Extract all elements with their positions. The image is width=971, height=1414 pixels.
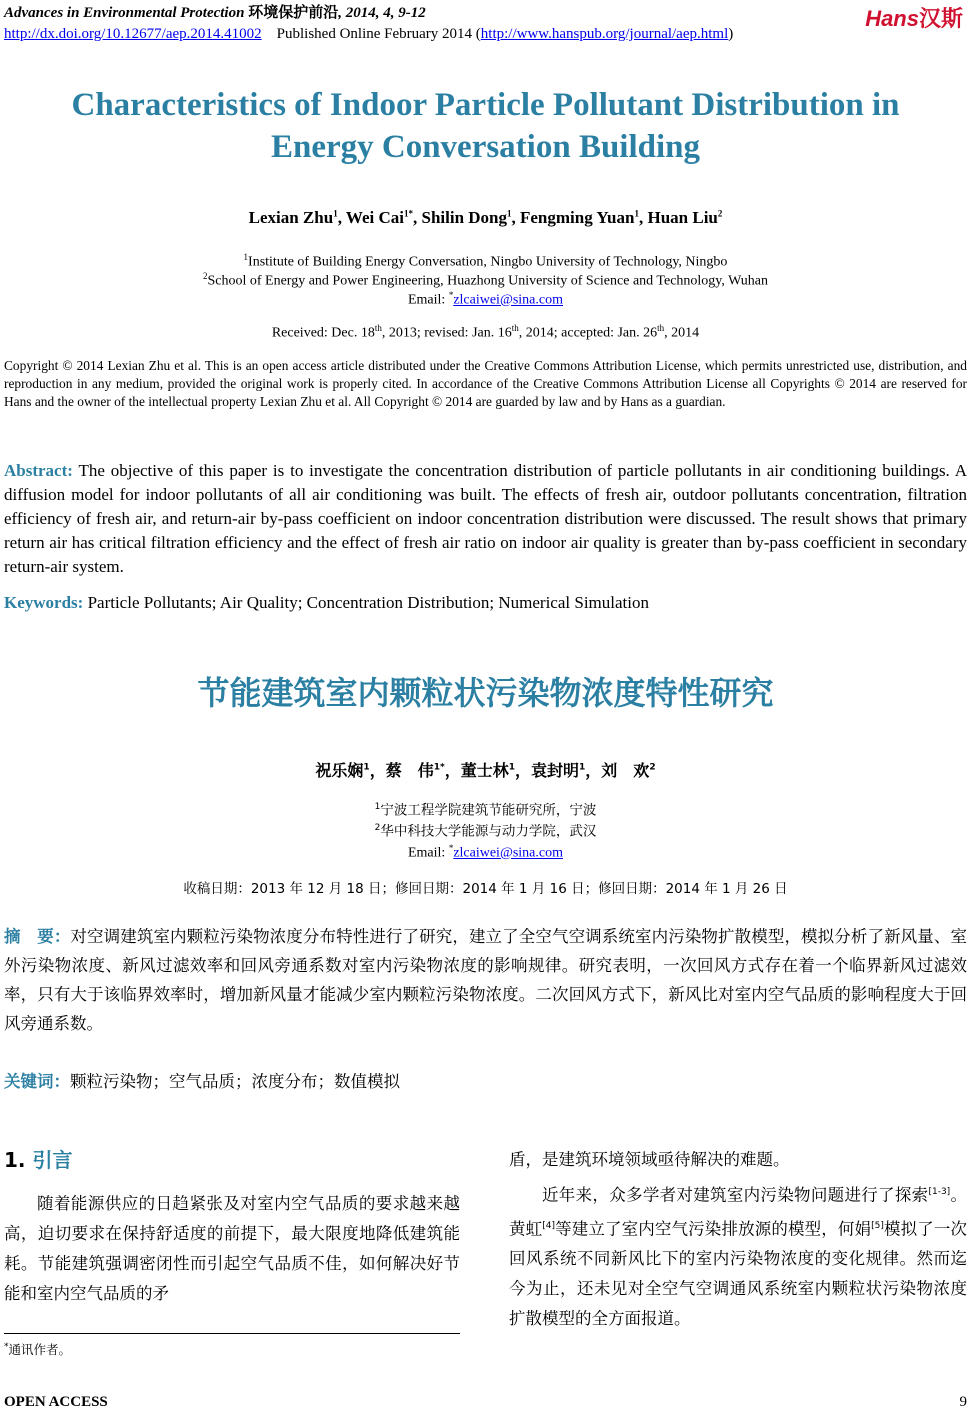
keywords-cn-text: 颗粒污染物；空气品质；浓度分布；数值模拟 bbox=[70, 1072, 400, 1091]
email-label: Email: bbox=[407, 845, 449, 861]
received-dates-en bbox=[0, 323, 971, 342]
paper-title-en: Characteristics of Indoor Particle Pollutant Distribution in Energy Conversation Building bbox=[71, 87, 900, 165]
journal-line bbox=[4, 2, 967, 24]
email-label: Email: bbox=[407, 292, 449, 308]
publisher-logo bbox=[865, 2, 963, 33]
author-sup: 1 bbox=[634, 208, 639, 219]
citation: [4] bbox=[542, 1220, 556, 1231]
citation: [5] bbox=[871, 1220, 884, 1231]
para-text: 近年来，众多学者对建筑室内污染物问题进行了探索 bbox=[542, 1185, 929, 1205]
section-title: 引言 bbox=[32, 1148, 73, 1172]
intro-continuation: 盾，是建筑环境领域亟待解决的难题。 bbox=[509, 1150, 790, 1169]
affil-text: 宁波工程学院建筑节能研究所，宁波 bbox=[380, 802, 597, 819]
author-cn: 袁封明 bbox=[531, 761, 580, 780]
logo-en: Hans bbox=[865, 6, 919, 31]
author: Shilin Dong bbox=[421, 208, 507, 227]
author-sup: 1 bbox=[579, 762, 586, 773]
authors-en bbox=[0, 208, 971, 228]
author: Huan Liu bbox=[647, 208, 718, 227]
author-sep: , bbox=[511, 208, 520, 227]
received-dates-cn: 收稿日期：2013 年 12 月 18 日；修回日期：2014 年 1 月 16 日；修回日期：2014 年 1 月 26 日 bbox=[183, 881, 788, 897]
footnote-rule bbox=[4, 1333, 460, 1334]
author-cn: 刘 欢 bbox=[601, 761, 650, 780]
author-sep: ， bbox=[369, 761, 386, 780]
footnote bbox=[4, 1340, 71, 1358]
abstract-cn bbox=[4, 922, 967, 1038]
email-line-en bbox=[0, 286, 971, 310]
abstract-cn-label: 摘 要： bbox=[4, 927, 71, 946]
affil-text: 华中科技大学能源与动力学院，武汉 bbox=[380, 823, 597, 840]
journal-name-en: Advances in Environmental Protection bbox=[4, 5, 245, 21]
journal-name-cn: 环境保护前沿 bbox=[248, 5, 339, 21]
page-number: 9 bbox=[959, 1394, 967, 1410]
author-sup: 2 bbox=[649, 762, 656, 773]
author-sup: 1 bbox=[507, 208, 512, 219]
affil-text: Institute of Building Energy Conversation, Ningbo University of Technology, Ningbo bbox=[248, 254, 728, 270]
ordinal-sup: th bbox=[374, 323, 382, 333]
author-sep: ， bbox=[514, 761, 531, 780]
journal-link[interactable]: http://www.hanspub.org/journal/aep.html bbox=[480, 26, 729, 42]
author-sep: , bbox=[412, 208, 422, 227]
affil-text: School of Energy and Power Engineering, Huazhong University of Science and Technology, Wuhan bbox=[207, 273, 769, 289]
abstract-text: The objective of this paper is to investigate the concentration distribution of particle pollutants in air conditioning buildings. A diffusion model for indoor pollutants of all air conditioning was built. The effects of fresh air, outdoor pollutants concentration, filtration efficiency of fresh air, and return-air by-pass coefficient on indoor concentration distribution were discussed. The result shows that primary return air has critical filtration efficiency and the effect of fresh air ratio on indoor air quality is greater than by-pass coefficient in secondary return-air system. bbox=[4, 461, 967, 576]
footnote-text: 通讯作者。 bbox=[8, 1342, 72, 1357]
author-sep: , bbox=[337, 208, 346, 227]
revised-text: , 2013; revised: Jan. 16 bbox=[381, 325, 512, 341]
running-header bbox=[4, 2, 967, 44]
author-sup: 1* bbox=[433, 762, 445, 773]
doi-line bbox=[4, 24, 967, 44]
ordinal-sup: th bbox=[657, 323, 665, 333]
accepted-text: , 2014; accepted: Jan. 26 bbox=[518, 325, 658, 341]
author-sep: ， bbox=[444, 761, 461, 780]
author-sup: 2 bbox=[717, 208, 723, 219]
paper-title-cn: 节能建筑室内颗粒状污染物浓度特性研究 bbox=[197, 674, 774, 712]
abstract-en bbox=[4, 459, 967, 579]
author-sup: 1 bbox=[333, 208, 338, 219]
author-sup: 1* bbox=[403, 208, 413, 219]
email-line-cn bbox=[0, 839, 971, 863]
abstract-cn-text: 对空调建筑室内颗粒污染物浓度分布特性进行了研究，建立了全空气空调系统室内污染物扩散模型，模拟分析了新风量、室外污染物浓度、新风过滤效率和回风旁通系数对室内污染物浓度的影响规律。研究表明，一次回风方式存在着一个临界新风过滤效率，只有大于该临界效率时，增加新风量才能减少室内颗粒污染物浓度。二次回风方式下，新风比对室内空气品质的影响程度大于回风旁通系数。 bbox=[4, 927, 968, 1033]
author-sup: 1 bbox=[508, 762, 515, 773]
authors-cn bbox=[0, 758, 971, 781]
author-cn: 蔡 伟 bbox=[385, 761, 434, 780]
open-access-label: OPEN ACCESS bbox=[4, 1394, 108, 1410]
logo-cn: 汉斯 bbox=[918, 6, 963, 31]
email-sup: * bbox=[448, 290, 454, 300]
ordinal-sup: th bbox=[511, 323, 519, 333]
affil-sup: 2 bbox=[374, 823, 381, 833]
para-text: 模拟了一次回风系统不同新风比下的室内污染物浓度的变化规律。然而迄今为止，还未见对全空气空调通风系统室内颗粒状污染物浓度扩散模型的全方面报道。 bbox=[509, 1219, 968, 1328]
citation: [1-3] bbox=[928, 1187, 951, 1197]
section-heading bbox=[4, 1145, 460, 1175]
affil-sup: 1 bbox=[243, 252, 249, 262]
received-text: Received: Dec. 18 bbox=[271, 325, 375, 341]
email-link[interactable]: zlcaiwei@sina.com bbox=[453, 292, 563, 308]
intro-paragraph-2 bbox=[509, 1177, 967, 1334]
author: Fengming Yuan bbox=[520, 208, 635, 227]
published-text: Published Online February 2014 ( bbox=[276, 26, 481, 42]
intro-paragraph-1: 随着能源供应的日趋紧张及对室内空气品质的要求越来越高，迫切要求在保持舒适度的前提下，最大限度地降低建筑能耗。节能建筑强调密闭性而引起空气品质不佳，如何解决好节能和室内空气品质的矛 bbox=[4, 1194, 460, 1303]
published-close: ) bbox=[728, 26, 734, 42]
author-sep: , bbox=[638, 208, 648, 227]
para-text: 。黄虹 bbox=[509, 1185, 968, 1238]
body-right-column bbox=[509, 1145, 967, 1334]
affil-sup: 1 bbox=[374, 802, 381, 812]
copyright-notice: Copyright © 2014 Lexian Zhu et al. This is an open access article distributed under the Creative Commons Attribution License, which permits unrestricted use, distribution, and reproduction in any medium, provided the original work is properly cited. In accordance of the Creative Commons Attribution License all Copyrights © 2014 are reserved for Hans and the owner of the intellectual property Lexian Zhu et al. All Copyright © 2014 are guarded by law and by Hans as a guardian. bbox=[4, 358, 967, 409]
email-link[interactable]: zlcaiwei@sina.com bbox=[453, 845, 563, 861]
keywords-cn bbox=[4, 1068, 967, 1092]
para-text: 等建立了室内空气污染排放源的模型，何娟 bbox=[555, 1219, 872, 1238]
author-sup: 1 bbox=[363, 762, 370, 773]
author-sep: ， bbox=[585, 761, 602, 780]
author: Lexian Zhu bbox=[248, 208, 334, 227]
keywords-label: Keywords: bbox=[4, 593, 84, 612]
body-left-column bbox=[4, 1145, 460, 1309]
keywords-text: Particle Pollutants; Air Quality; Concentration Distribution; Numerical Simulation bbox=[83, 593, 649, 612]
email-sup: * bbox=[448, 843, 454, 853]
footnote-sup: * bbox=[4, 1341, 9, 1352]
keywords-en bbox=[4, 593, 967, 613]
abstract-label: Abstract: bbox=[4, 461, 73, 480]
doi-link[interactable]: http://dx.doi.org/10.12677/aep.2014.41002 bbox=[4, 26, 262, 42]
affil-sup: 2 bbox=[202, 271, 208, 281]
section-number: 1. bbox=[4, 1148, 33, 1172]
author: Wei Cai bbox=[345, 208, 404, 227]
volume-info: , 2014, 4, 9-12 bbox=[338, 5, 426, 21]
year-text: , 2014 bbox=[664, 325, 700, 341]
author-cn: 董士林 bbox=[460, 761, 509, 780]
author-cn: 祝乐娴 bbox=[315, 761, 364, 780]
keywords-cn-label: 关键词： bbox=[4, 1072, 70, 1091]
